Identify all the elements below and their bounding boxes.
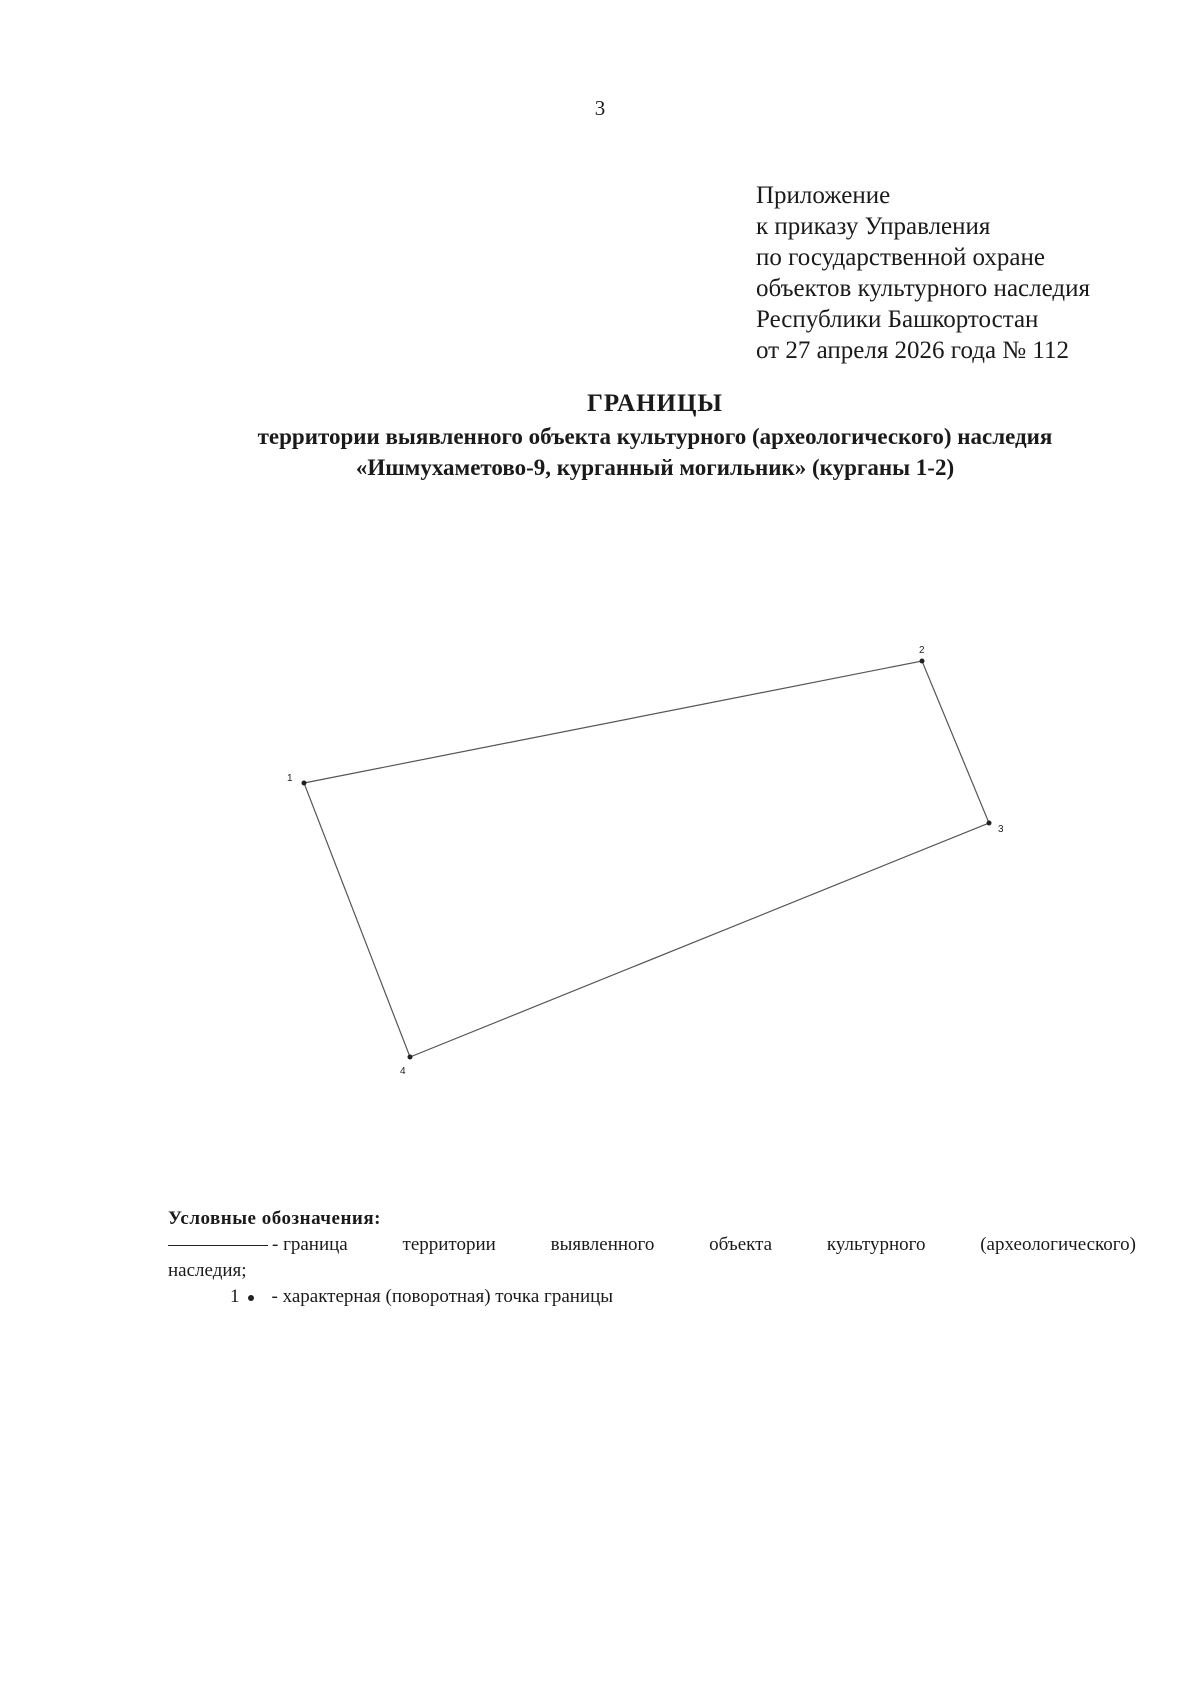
document-title: ГРАНИЦЫ [587,390,723,417]
legend-point-sample [230,1286,254,1307]
appendix-line: от 27 апреля 2026 года № 112 [756,337,1069,364]
legend-boundary-row [168,1232,1136,1258]
document-subtitle-line2: «Ишмухаметово-9, курганный могильник» (курганы 1-2) [355,455,955,480]
appendix-line: по государственной охране [756,244,1046,271]
legend-title: Условные обозначения: [168,1208,381,1229]
boundary-polygon [304,661,989,1057]
appendix-line: объектов культурного наследия [756,275,1090,302]
legend-boundary-continuation: наследия; [168,1260,247,1281]
legend [168,1206,1136,1310]
boundary-point-1-label: 1 [287,773,293,784]
legend-boundary-word: - граница [272,1234,348,1255]
document-subtitle-line1: территории выявленного объекта культурного (археологического) наследия [257,424,1053,449]
boundary-point-3-label: 3 [998,824,1004,835]
boundary-point-2-marker [920,659,925,664]
appendix-header [756,180,1176,366]
boundary-point-3-marker [987,821,992,826]
legend-boundary-item [168,1232,348,1258]
appendix-line: Приложение [756,182,891,209]
page-number: 3 [594,96,606,120]
legend-boundary-word: территории [402,1234,496,1255]
legend-boundary-word: объекта [709,1234,773,1255]
legend-boundary-word: культурного [826,1234,926,1255]
boundary-point-2-label: 2 [919,645,925,656]
legend-point-sample-number: 1 [230,1286,240,1307]
boundary-scheme [0,600,1200,1120]
boundary-point-4-label: 4 [400,1066,406,1077]
legend-line-sample [168,1245,268,1246]
legend-point-row [168,1284,1136,1310]
boundary-point-1-marker [302,781,307,786]
appendix-line: к приказу Управления [756,213,991,240]
legend-boundary-word: выявленного [550,1234,655,1255]
boundary-point-4-marker [408,1055,413,1060]
legend-boundary-word: (археологического) [980,1234,1136,1255]
appendix-line: Республики Башкортостан [756,306,1039,333]
legend-point-dot [248,1295,254,1301]
legend-point-text: - характерная (поворотная) точка границы [271,1286,614,1307]
